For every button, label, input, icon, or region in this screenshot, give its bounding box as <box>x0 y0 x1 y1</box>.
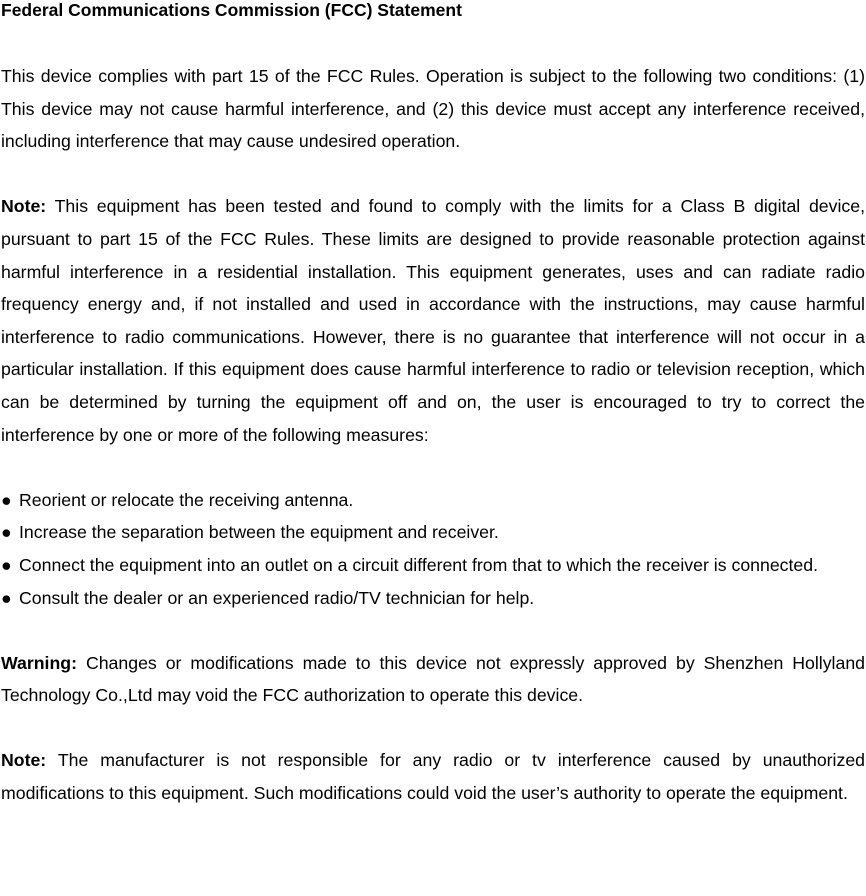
list-item <box>1 549 865 582</box>
measure-text: Connect the equipment into an outlet on a circuit different from that to which the receiver is connected. <box>19 554 819 575</box>
fcc-statement-document <box>1 0 865 810</box>
spacer <box>1 451 865 484</box>
bullet-icon: ● <box>1 489 12 510</box>
spacer <box>1 614 865 647</box>
measure-text: Increase the separation between the equipment and receiver. <box>19 522 499 543</box>
list-item <box>1 484 865 517</box>
note-label: Note: <box>1 750 47 771</box>
note-label: Note: <box>1 196 47 217</box>
warning-label: Warning: <box>1 652 77 673</box>
measure-text: Reorient or relocate the receiving antenna. <box>19 489 354 510</box>
document-title: Federal Communications Commission (FCC) Statement <box>1 0 462 20</box>
spacer <box>1 712 865 745</box>
warning-text: Changes or modifications made to this device not expressly approved by Shenzhen Hollyland Technology Co.,Ltd may void the FCC authorization to operate this device. <box>1 652 865 706</box>
note-text: This equipment has been tested and found to comply with the limits for a Class B digital device, pursuant to part 15 of the FCC Rules. These limits are designed to provide reasonable protection against harmful interference in a residential installation. This equipment generates, uses and can radiate radio frequency energy and, if not installed and used in accordance with the instructions, may cause harmful interference to radio communications. However, there is no guarantee that interference will not occur in a particular installation. If this equipment does cause harmful interference to radio or television reception, which can be determined by turning the equipment off and on, the user is encouraged to try to correct the interference by one or more of the following measures: <box>1 196 865 445</box>
manufacturer-note-paragraph <box>1 744 865 809</box>
class-b-note-paragraph <box>1 190 865 451</box>
compliance-paragraph: This device complies with part 15 of the FCC Rules. Operation is subject to the following two conditions: (1) This device may not cause harmful interference, and (2) this device must accept any interference received, including interference that may cause undesired operation. <box>1 66 865 152</box>
bullet-icon: ● <box>1 522 12 543</box>
note-text: The manufacturer is not responsible for any radio or tv interference caused by unauthorized modifications to this equipment. Such modifications could void the user’s authority to operate the equipment. <box>1 750 865 804</box>
warning-paragraph <box>1 647 865 712</box>
spacer <box>1 158 865 191</box>
measure-text: Consult the dealer or an experienced radio/TV technician for help. <box>19 587 535 608</box>
measures-list <box>1 484 865 614</box>
list-item <box>1 516 865 549</box>
spacer <box>1 20 865 60</box>
bullet-icon: ● <box>1 587 12 608</box>
bullet-icon: ● <box>1 554 12 575</box>
list-item <box>1 582 865 615</box>
